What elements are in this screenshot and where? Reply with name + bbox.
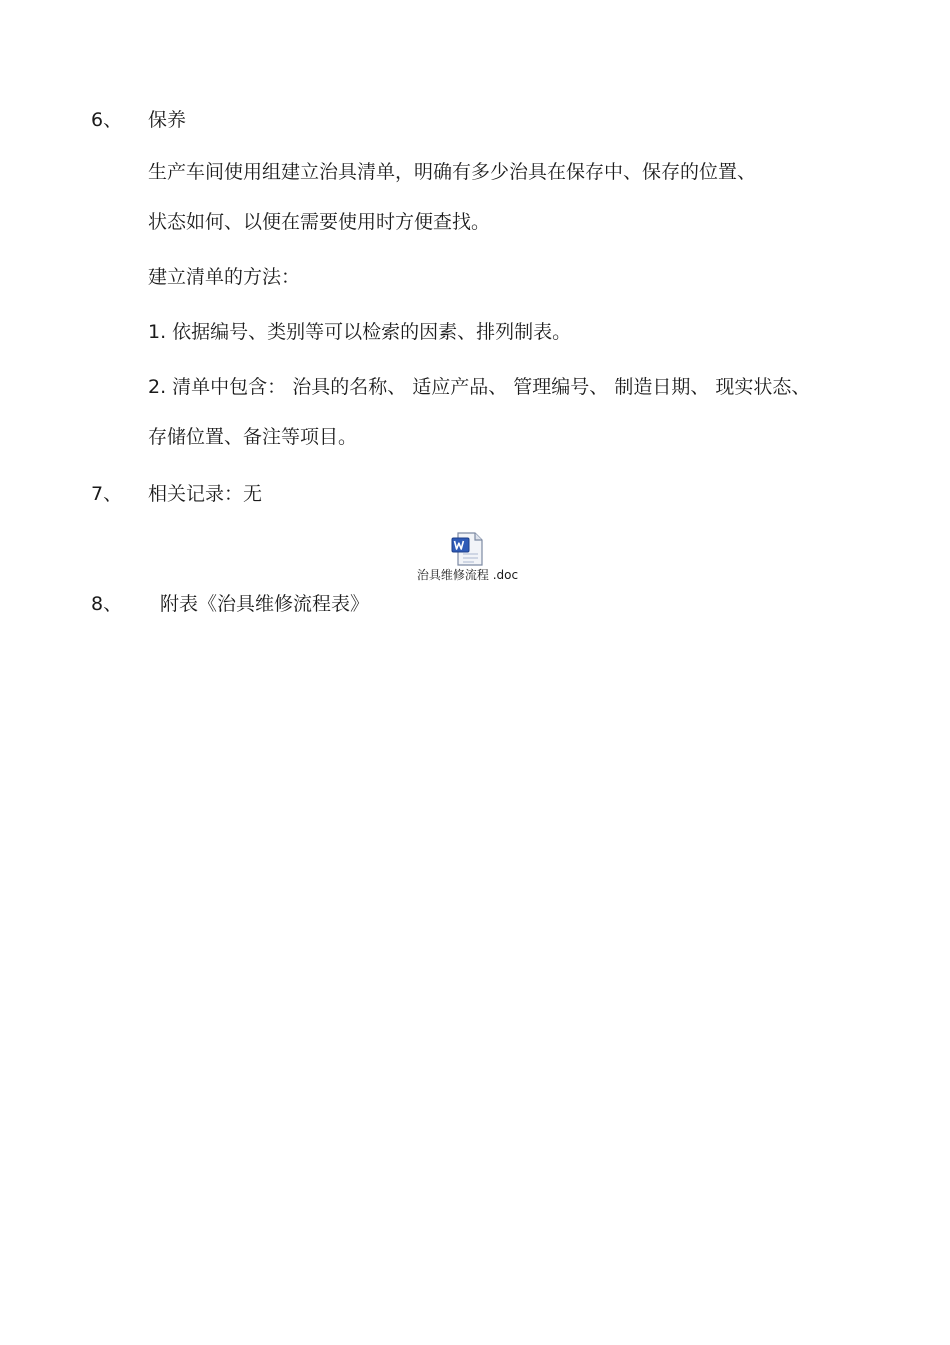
section-6-paragraph-line-2: 状态如何、以便在需要使用时方便查找。 [148, 211, 491, 233]
list-item-2-line-1: 2. 清单中包含： 治具的名称、 适应产品、 管理编号、 制造日期、 现实状态、 [148, 376, 811, 398]
attachment-filename: 治具维修流程 .doc [416, 568, 519, 582]
section-8-number: 8、 [91, 593, 123, 615]
section-6-paragraph-line-1: 生产车间使用组建立治具清单，明确有多少治具在保存中、保存的位置、 [148, 161, 757, 183]
list-item-1: 1. 依据编号、类别等可以检索的因素、排列制表。 [148, 321, 572, 343]
embedded-attachment[interactable] [405, 530, 530, 583]
section-6-number: 6、 [91, 109, 123, 131]
method-heading: 建立清单的方法： [148, 266, 301, 288]
section-7-number: 7、 [91, 483, 123, 505]
section-6-title: 保养 [148, 109, 187, 131]
section-7-title: 相关记录：无 [148, 483, 263, 505]
section-8-title: 附表《治具维修流程表》 [160, 593, 370, 615]
list-item-2-line-2: 存储位置、备注等项目。 [148, 426, 358, 448]
word-document-icon [449, 530, 487, 568]
